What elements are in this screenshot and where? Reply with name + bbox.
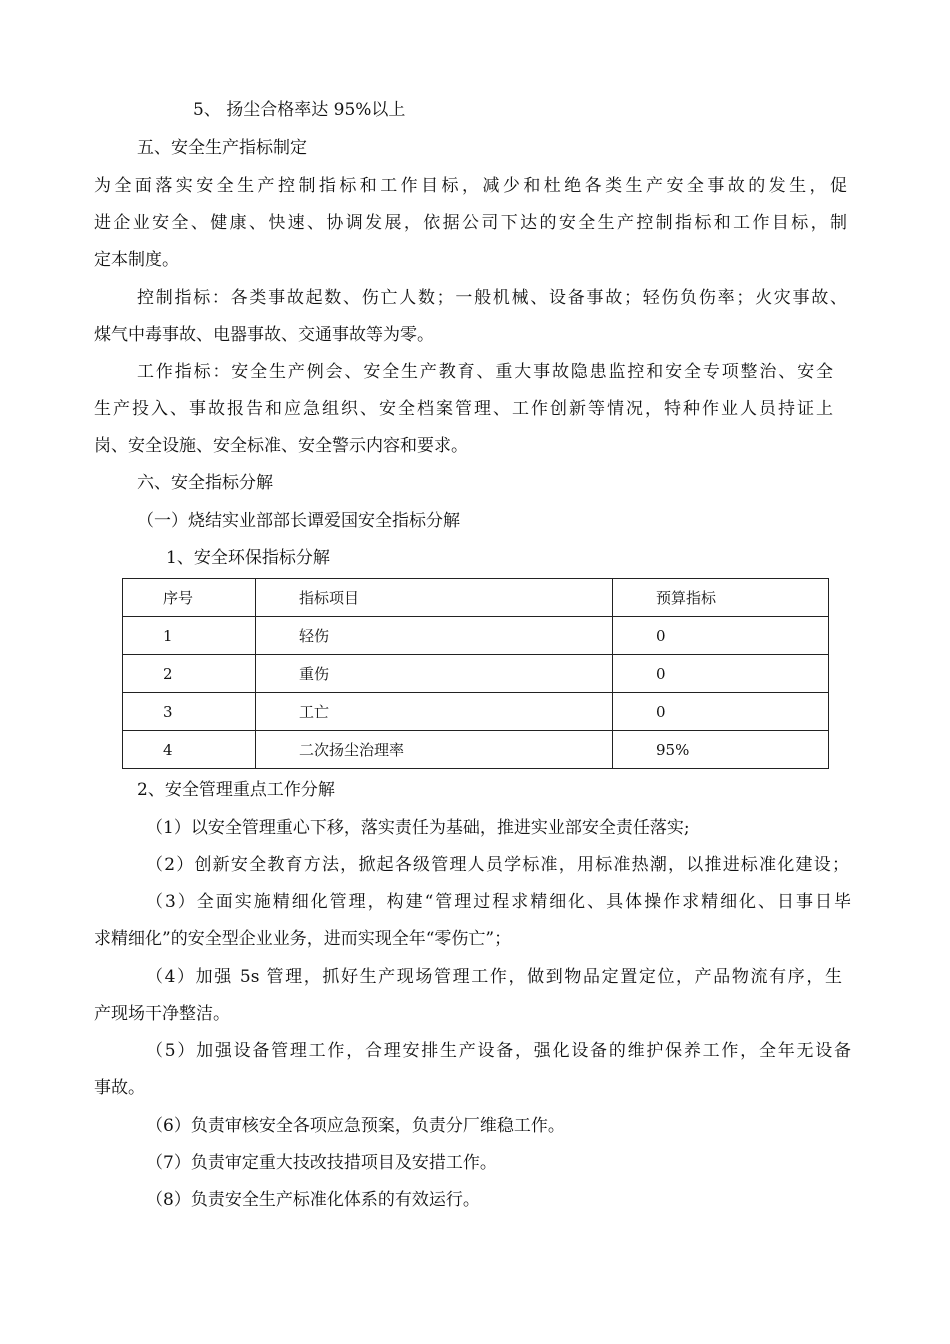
list-item: 5、 扬尘合格率达 95%以上 <box>193 100 406 120</box>
table-row <box>123 617 829 655</box>
table-header-cell: 序号 <box>123 579 256 617</box>
table-cell: 3 <box>123 693 256 731</box>
table-cell: 95% <box>613 731 829 769</box>
table-cell: 工亡 <box>256 693 613 731</box>
paragraph-line: 工作指标：安全生产例会、安全生产教育、重大事故隐患监控和安全专项整治、安全 <box>137 362 833 382</box>
list-item: （5）加强设备管理工作，合理安排生产设备，强化设备的维护保养工作，全年无设备 <box>146 1041 851 1061</box>
paragraph-line: 为全面落实安全生产控制指标和工作目标，减少和杜绝各类生产安全事故的发生，促 <box>94 176 847 196</box>
subsection-heading: 1、安全环保指标分解 <box>166 548 330 568</box>
subsection-heading: （一）烧结实业部部长谭爱国安全指标分解 <box>137 511 460 531</box>
list-item-continuation: 求精细化”的安全型企业业务，进而实现全年“零伤亡”； <box>94 929 512 949</box>
table-cell: 4 <box>123 731 256 769</box>
section-heading: 六、安全指标分解 <box>137 473 273 493</box>
table-cell: 0 <box>613 693 829 731</box>
section-heading: 五、安全生产指标制定 <box>137 138 307 158</box>
list-item-continuation: 事故。 <box>94 1078 145 1098</box>
list-item: （3）全面实施精细化管理，构建“管理过程求精细化、具体操作求精细化、日事日毕 <box>146 892 851 912</box>
paragraph-line: 进企业安全、健康、快速、协调发展，依据公司下达的安全生产控制指标和工作目标，制 <box>94 213 847 233</box>
subsection-heading: 2、安全管理重点工作分解 <box>137 780 335 800</box>
table-header-cell: 指标项目 <box>256 579 613 617</box>
paragraph-line: 生产投入、事故报告和应急组织、安全档案管理、工作创新等情况，特种作业人员持证上 <box>94 399 833 419</box>
table-row <box>123 693 829 731</box>
list-item: （2）创新安全教育方法，掀起各级管理人员学标准，用标准热潮，以推进标准化建设； <box>146 855 849 875</box>
list-item: （7）负责审定重大技改技措项目及安措工作。 <box>146 1153 497 1173</box>
table-cell: 0 <box>613 655 829 693</box>
paragraph-line: 煤气中毒事故、电器事故、交通事故等为零。 <box>94 325 434 345</box>
paragraph-line: 岗、安全设施、安全标准、安全警示内容和要求。 <box>94 436 468 456</box>
table-cell: 2 <box>123 655 256 693</box>
list-item: （1）以安全管理重心下移，落实责任为基础，推进实业部安全责任落实; <box>146 818 690 838</box>
list-item: （4）加强 5s 管理，抓好生产现场管理工作，做到物品定置定位，产品物流有序，生 <box>146 967 842 987</box>
table-header-row <box>123 579 829 617</box>
table-row <box>123 655 829 693</box>
paragraph-line: 定本制度。 <box>94 250 179 270</box>
table-cell: 轻伤 <box>256 617 613 655</box>
table-cell: 1 <box>123 617 256 655</box>
list-item: （6）负责审核安全各项应急预案，负责分厂维稳工作。 <box>146 1116 565 1136</box>
paragraph-line: 控制指标：各类事故起数、伤亡人数；一般机械、设备事故；轻伤负伤率；火灾事故、 <box>137 288 847 308</box>
list-item-continuation: 产现场干净整洁。 <box>94 1004 230 1024</box>
list-item: （8）负责安全生产标准化体系的有效运行。 <box>146 1190 480 1210</box>
indicator-table <box>122 578 829 769</box>
table-cell: 0 <box>613 617 829 655</box>
table-header-cell: 预算指标 <box>613 579 829 617</box>
table-cell: 重伤 <box>256 655 613 693</box>
table-row <box>123 731 829 769</box>
table-cell: 二次扬尘治理率 <box>256 731 613 769</box>
